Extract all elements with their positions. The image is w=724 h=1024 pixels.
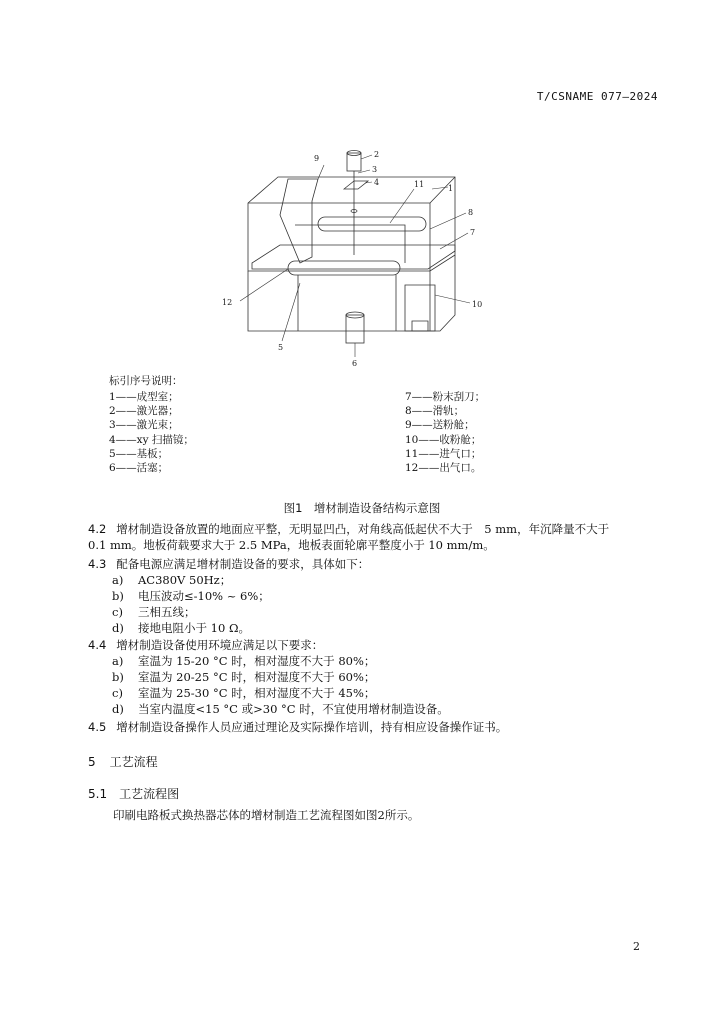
legend-item: 5——基板； [109, 447, 169, 460]
list-item: b) 室温为 20-25 °C 时，相对湿度不大于 60%； [112, 670, 376, 684]
list-item: b) 电压波动≤-10% ~ 6%； [112, 589, 270, 603]
section-5-heading: 5 工艺流程 [88, 755, 158, 769]
legend-item: 8——滑轨； [405, 405, 465, 418]
leader-8 [430, 213, 466, 229]
list-item: c) 三相五线； [112, 605, 196, 619]
list-item: c) 室温为 25-30 °C 时，相对湿度不大于 45%； [112, 686, 376, 700]
callout-6: 6 [352, 359, 358, 368]
middle-plate [252, 245, 455, 269]
leader-3 [358, 170, 370, 173]
legend-item: 10——收粉舱； [405, 433, 482, 446]
legend-item: 4——xy 扫描镜； [109, 433, 194, 446]
clause-number: 4.3 [88, 557, 107, 571]
inlet-port [318, 217, 426, 231]
callout-7: 7 [470, 228, 476, 237]
callout-2: 2 [374, 150, 380, 159]
list-item: a) 室温为 15-20 °C 时，相对湿度不大于 80%； [112, 654, 376, 668]
leader-5 [282, 283, 300, 341]
legend-item: 7——粉末刮刀； [405, 391, 486, 403]
clause-text-continued: 0.1 mm。地板荷载要求大于 2.5 MPa，地板表面轮廓平整度小于 10 mm/m。 [88, 538, 495, 552]
legend-item: 9——送粉舱； [405, 419, 475, 432]
leader-2 [361, 155, 372, 159]
legend-item: 3——激光束； [109, 419, 179, 432]
clause-number: 4.5 [88, 720, 107, 734]
legend-item: 12——出气口。 [405, 462, 482, 475]
page-number: 2 [633, 940, 640, 953]
clause-4-5 [88, 719, 507, 735]
leader-12 [240, 269, 288, 301]
clause-number: 4.2 [88, 522, 107, 536]
legend-item: 2——激光器； [109, 405, 179, 418]
clause-text: 配备电源应满足增材制造设备的要求，具体如下： [116, 557, 370, 571]
clause-4-3 [88, 556, 369, 636]
document-number: T/CSNAME 077—2024 [536, 90, 658, 103]
section-5-1-text: 印刷电路板式换热器芯体的增材制造工艺流程图如图2所示。 [113, 808, 420, 822]
list-item: d) 当室内温度<15 °C 或>30 °C 时，不宜使用增材制造设备。 [112, 702, 449, 716]
leader-7 [440, 233, 468, 249]
list-item: d) 接地电阻小于 10 Ω。 [112, 621, 250, 635]
legend-item: 6——活塞； [109, 462, 169, 475]
clause-4-2 [88, 521, 609, 553]
legend-left-column [109, 390, 194, 475]
leader-11 [390, 189, 414, 223]
lower-box-outline [248, 255, 455, 331]
legend-right-column [405, 390, 485, 475]
legend-title: 标引序号说明： [109, 375, 183, 387]
figure-caption: 图1 增材制造设备结构示意图 [283, 501, 441, 515]
leader-10 [435, 295, 470, 303]
collector-base [412, 321, 428, 331]
legend-item: 11——进气口； [405, 447, 482, 460]
clause-text: 增材制造设备操作人员应通过理论及实际操作培训，持有相应设备操作证书。 [116, 720, 508, 734]
clause-text: 增材制造设备使用环境应满足以下要求： [116, 638, 324, 652]
callout-10: 10 [472, 300, 483, 309]
legend-item: 1——成型室； [109, 391, 179, 403]
powder-hopper [280, 179, 318, 263]
list-item: a) AC380V 50Hz； [112, 573, 232, 587]
callout-5: 5 [278, 343, 284, 352]
clause-number: 4.4 [88, 638, 107, 652]
forming-chamber-outline [248, 177, 455, 271]
callout-1: 1 [448, 184, 454, 193]
clause-text: 增材制造设备放置的地面应平整，无明显凹凸，对角线高低起伏不大于 5 mm，年沉降量不大于 [116, 522, 610, 536]
equipment-structure-diagram [200, 145, 500, 375]
outlet-port [288, 261, 400, 275]
callout-9: 9 [314, 154, 320, 163]
callout-3: 3 [372, 165, 378, 174]
callout-4: 4 [374, 178, 380, 187]
callout-8: 8 [468, 208, 474, 217]
callout-12: 12 [222, 298, 233, 307]
callout-11: 11 [414, 180, 425, 189]
leader-1 [432, 187, 448, 189]
section-5-1-heading: 5.1 工艺流程图 [88, 787, 180, 801]
diagram-drawing [200, 145, 500, 375]
scan-mirror [344, 181, 368, 189]
piston [346, 315, 364, 343]
powder-collector [405, 285, 435, 331]
clause-4-4 [88, 637, 449, 717]
